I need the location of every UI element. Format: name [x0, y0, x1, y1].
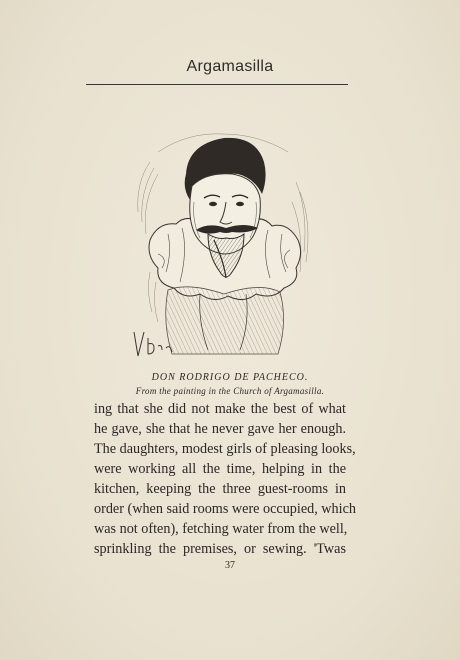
header-rule: [86, 84, 348, 85]
body-text-line: The daughters, modest girls of pleasing looks,: [94, 441, 356, 457]
artist-monogram: [134, 332, 172, 356]
running-head: Argamasilla: [186, 58, 274, 75]
body-text-line: were working all the time, helping in the: [94, 461, 346, 477]
body-text-line: order (when said rooms were occupied, which: [94, 501, 356, 517]
body-text-line: kitchen, keeping the three guest-rooms in: [94, 481, 346, 497]
body-text-line: he gave, she that he never gave her enough.: [94, 421, 346, 437]
illustration-caption-title: DON RODRIGO DE PACHECO.: [151, 372, 309, 383]
illustration-caption-subtitle: From the painting in the Church of Argamasilla.: [135, 386, 325, 396]
doublet: [166, 287, 284, 354]
page-number: 37: [225, 560, 235, 571]
body-text-line: was not often), fetching water from the well,: [94, 521, 348, 537]
body-text-line: sprinkling the premises, or sewing. 'Twas: [94, 541, 346, 557]
body-text-line: ing that she did not make the best of what: [94, 401, 346, 417]
portrait-engraving: [128, 122, 318, 370]
